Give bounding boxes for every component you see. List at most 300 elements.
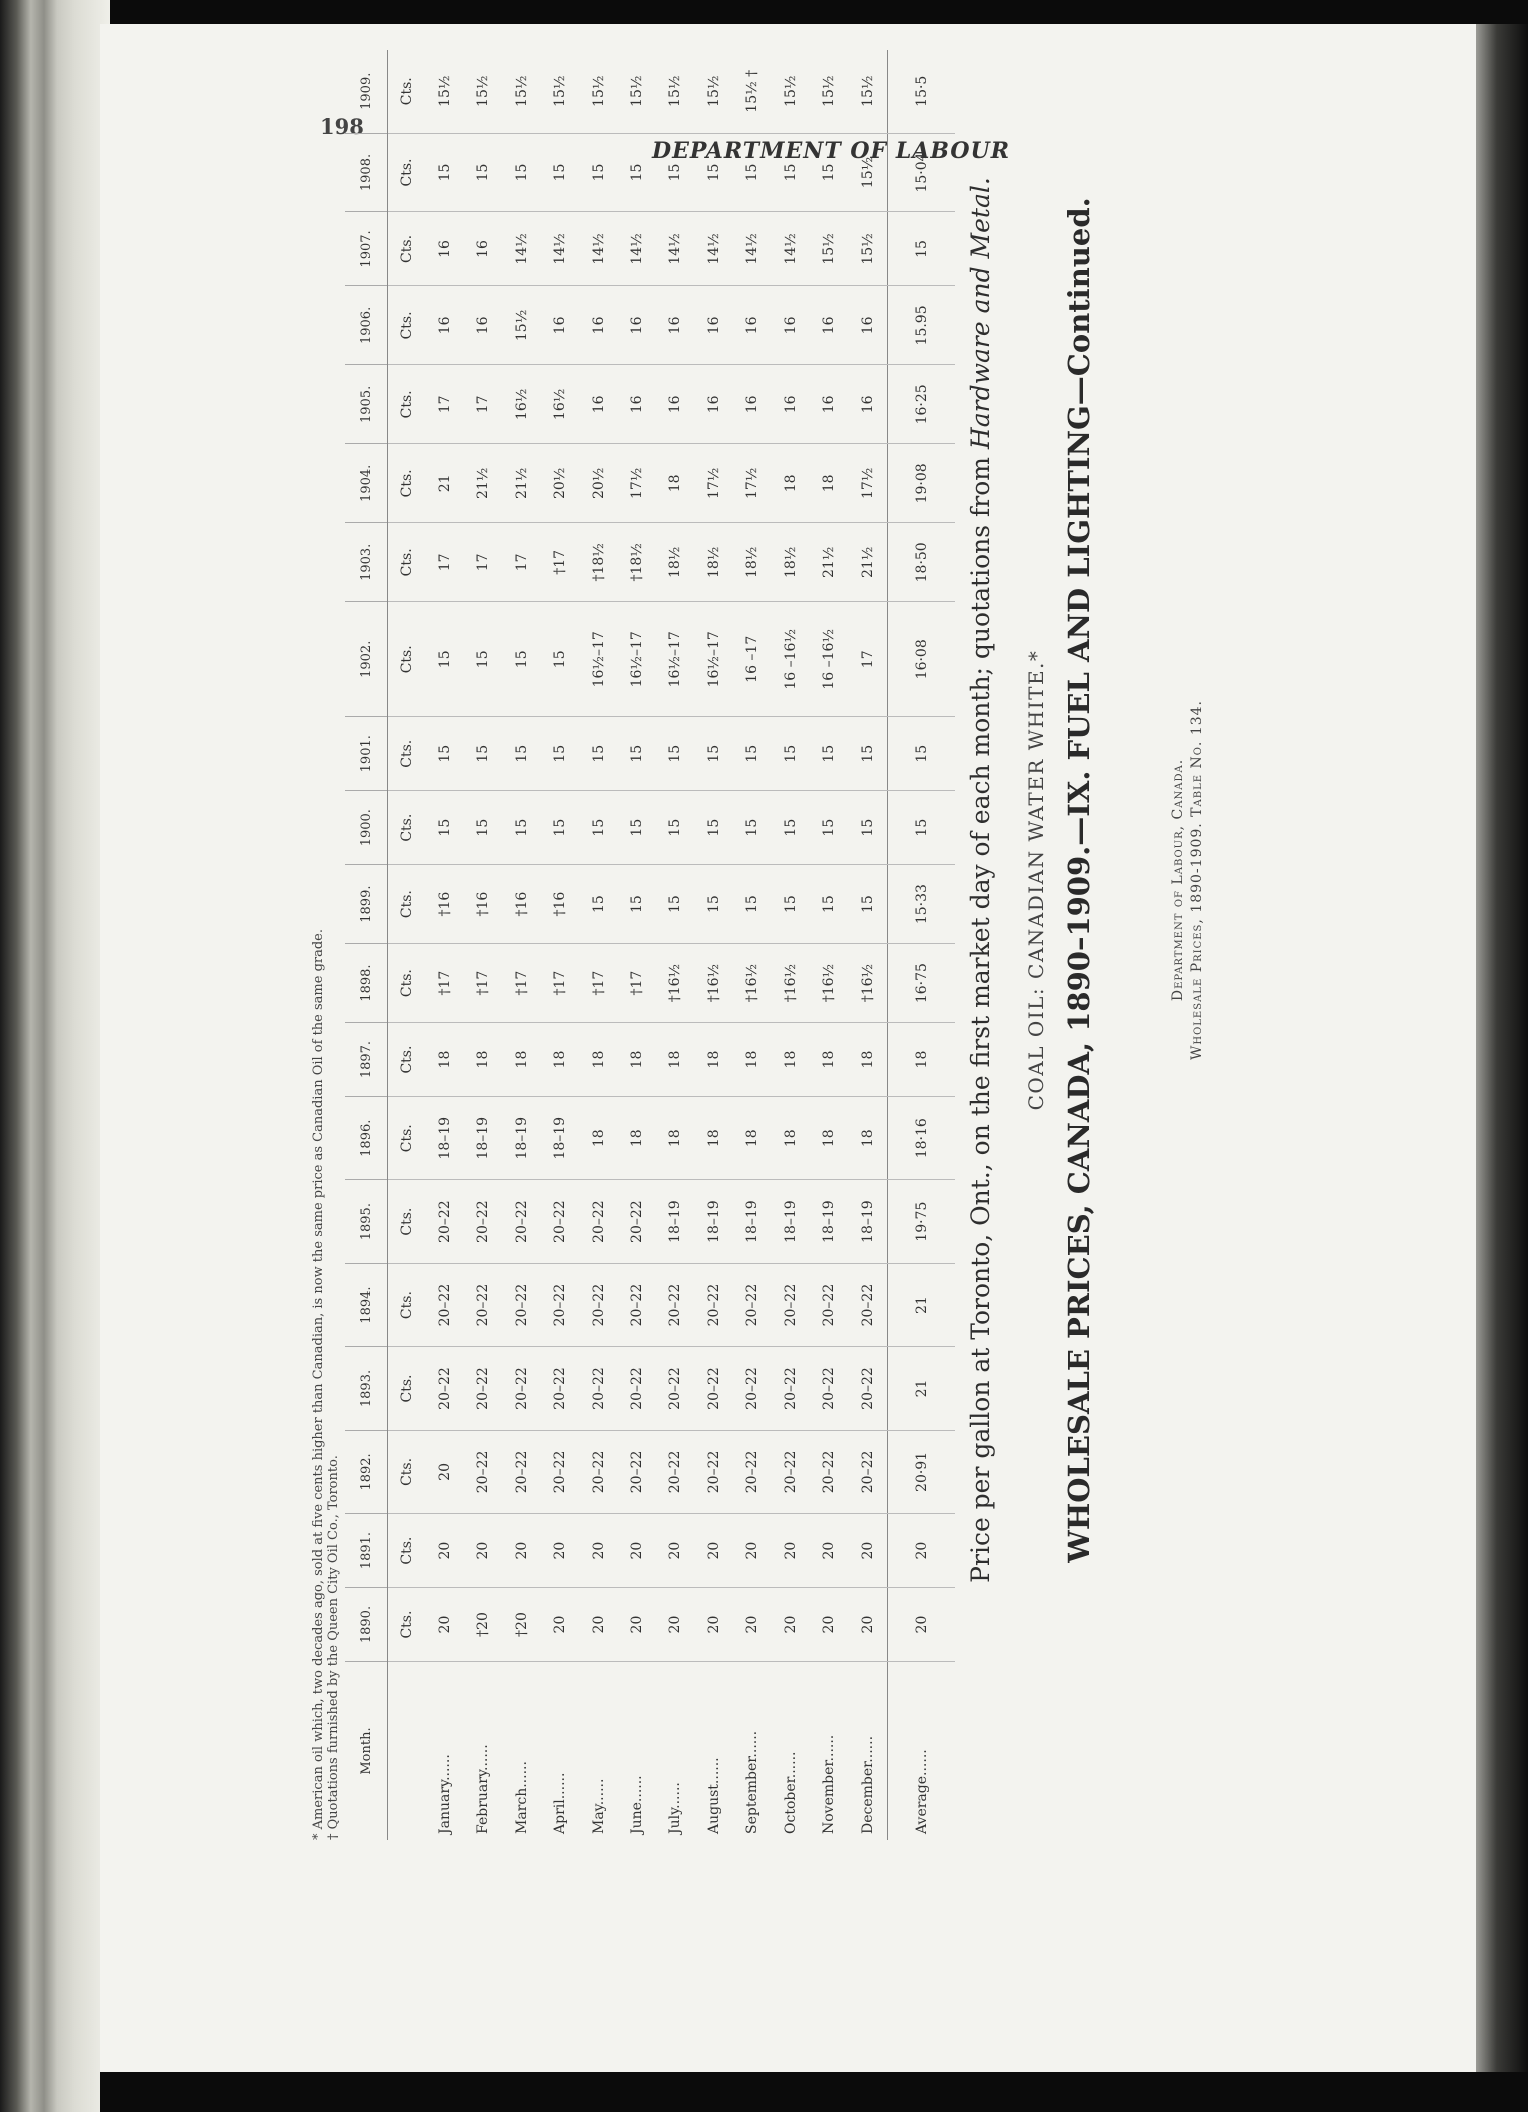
- price-cell: 17: [464, 523, 502, 602]
- unit-cell: Cts.: [388, 717, 426, 791]
- price-cell: 15: [849, 791, 888, 865]
- price-cell: 20–22: [849, 1430, 888, 1513]
- average-cell: 15: [888, 212, 955, 286]
- price-cell: 20½: [579, 444, 617, 523]
- table-row: [772, 50, 810, 1840]
- price-cell: 16 –17: [733, 602, 771, 717]
- month-label: October......: [782, 1751, 799, 1834]
- book-gutter: [0, 0, 110, 2112]
- average-cell: 16·25: [888, 365, 955, 444]
- price-cell: 20–22: [502, 1180, 540, 1263]
- price-cell: 15: [502, 717, 540, 791]
- price-cell: 16: [579, 286, 617, 365]
- price-cell: 20–22: [618, 1263, 656, 1346]
- price-cell: 15: [695, 133, 733, 212]
- price-cell: 15: [656, 133, 694, 212]
- unit-cell: Cts.: [388, 1263, 426, 1346]
- price-cell: 20–22: [810, 1263, 848, 1346]
- price-cell: 20–22: [425, 1347, 463, 1430]
- price-cell: 15: [541, 602, 579, 717]
- price-cell: 15: [464, 791, 502, 865]
- unit-cell: Cts.: [388, 133, 426, 212]
- year-column-header: 1906.: [345, 286, 388, 365]
- table-row: [849, 50, 888, 1840]
- table-row: [464, 50, 502, 1840]
- price-cell: 17: [464, 365, 502, 444]
- price-cell: 18: [695, 1023, 733, 1097]
- price-cell: 20–22: [618, 1180, 656, 1263]
- price-cell: 15: [618, 717, 656, 791]
- month-label: March......: [513, 1761, 530, 1834]
- price-cell: 16: [772, 286, 810, 365]
- price-cell: 20: [733, 1514, 771, 1588]
- unit-row: [388, 50, 426, 1840]
- price-cell: 18: [733, 1097, 771, 1180]
- price-cell: 17: [425, 523, 463, 602]
- unit-cell: Cts.: [388, 1023, 426, 1097]
- price-cell: 18: [541, 1023, 579, 1097]
- price-cell: 20: [772, 1588, 810, 1662]
- price-cell: 15: [502, 602, 540, 717]
- table-row: [579, 50, 617, 1840]
- average-cell: 18: [888, 1023, 955, 1097]
- price-cell: 20–22: [425, 1263, 463, 1346]
- price-cell: 18: [772, 444, 810, 523]
- price-cell: †16: [502, 865, 540, 944]
- month-label: September......: [744, 1730, 761, 1834]
- price-cell: 20–22: [502, 1347, 540, 1430]
- price-cell: 20: [695, 1588, 733, 1662]
- average-label: Average......: [888, 1662, 955, 1841]
- price-cell: 20–22: [541, 1180, 579, 1263]
- price-cell: 20–22: [579, 1180, 617, 1263]
- unit-cell: Cts.: [388, 1097, 426, 1180]
- price-cell: 17½: [695, 444, 733, 523]
- price-cell: 20–22: [810, 1430, 848, 1513]
- price-cell: 15: [695, 791, 733, 865]
- price-cell: 18: [502, 1023, 540, 1097]
- price-cell: †16½: [810, 944, 848, 1023]
- price-cell: 20: [502, 1514, 540, 1588]
- price-cell: 21: [425, 444, 463, 523]
- unit-cell: Cts.: [388, 1514, 426, 1588]
- year-column-header: 1890.: [345, 1588, 388, 1662]
- price-cell: 18–19: [425, 1097, 463, 1180]
- price-cell: 20–22: [733, 1430, 771, 1513]
- price-cell: 15: [464, 717, 502, 791]
- caption-line-2: Wholesale Prices, 1890-1909. Table No. 134.: [1189, 699, 1205, 1061]
- price-cell: 18: [733, 1023, 771, 1097]
- price-cell: 20–22: [502, 1430, 540, 1513]
- price-cell: 18½: [695, 523, 733, 602]
- price-cell: 21½: [810, 523, 848, 602]
- price-cell: 18: [618, 1023, 656, 1097]
- price-cell: 15: [695, 717, 733, 791]
- average-cell: 15.95: [888, 286, 955, 365]
- price-cell: 20–22: [618, 1430, 656, 1513]
- year-column-header: 1898.: [345, 944, 388, 1023]
- unit-cell: Cts.: [388, 50, 426, 133]
- price-cell: 20–22: [772, 1263, 810, 1346]
- price-cell: 15½: [849, 50, 888, 133]
- price-cell: 16: [849, 365, 888, 444]
- price-cell: 20–22: [849, 1347, 888, 1430]
- price-cell: †17: [425, 944, 463, 1023]
- price-cell: 16: [425, 212, 463, 286]
- price-cell: 15: [695, 865, 733, 944]
- month-label: February......: [475, 1744, 492, 1834]
- price-cell: 18½: [772, 523, 810, 602]
- price-cell: 15½: [464, 50, 502, 133]
- price-cell: 18–19: [464, 1097, 502, 1180]
- price-cell: 20–22: [656, 1347, 694, 1430]
- price-cell: 16: [464, 212, 502, 286]
- price-cell: 18: [425, 1023, 463, 1097]
- price-cell: 20: [618, 1588, 656, 1662]
- price-cell: 15½: [425, 50, 463, 133]
- price-cell: †16½: [772, 944, 810, 1023]
- price-cell: 20: [541, 1588, 579, 1662]
- price-cell: 16½–17: [656, 602, 694, 717]
- price-cell: 15½: [695, 50, 733, 133]
- price-cell: 16: [464, 286, 502, 365]
- price-cell: 14½: [579, 212, 617, 286]
- month-label: May......: [590, 1778, 607, 1834]
- price-cell: 20–22: [541, 1263, 579, 1346]
- price-cell: 16: [656, 286, 694, 365]
- price-cell: 20: [425, 1588, 463, 1662]
- average-cell: 15: [888, 717, 955, 791]
- price-cell: 15½ †: [733, 50, 771, 133]
- price-cell: 17: [502, 523, 540, 602]
- page-title: WHOLESALE PRICES, CANADA, 1890–1909.—IX. FUEL AND LIGHTING—Continued.: [1062, 197, 1096, 1563]
- table-row: [733, 50, 771, 1840]
- price-cell: 16: [695, 365, 733, 444]
- price-cell: 15: [733, 133, 771, 212]
- price-cell: 18–19: [695, 1180, 733, 1263]
- month-column-header: Month.: [345, 1662, 388, 1841]
- price-note-text: Price per gallon at Toronto, Ont., on the first market day of each month; quotations from: [966, 449, 995, 1583]
- price-cell: 20–22: [579, 1430, 617, 1513]
- year-column-header: 1904.: [345, 444, 388, 523]
- price-cell: 17½: [618, 444, 656, 523]
- price-cell: 20–22: [695, 1430, 733, 1513]
- price-cell: 20–22: [810, 1347, 848, 1430]
- price-cell: 14½: [618, 212, 656, 286]
- price-cell: 18–19: [656, 1180, 694, 1263]
- average-row: [888, 50, 955, 1840]
- price-cell: 18: [579, 1023, 617, 1097]
- price-cell: 15½: [810, 50, 848, 133]
- price-cell: 18: [656, 444, 694, 523]
- price-cell: 15: [849, 717, 888, 791]
- price-cell: †16½: [849, 944, 888, 1023]
- month-label: July......: [667, 1782, 684, 1834]
- price-cell: 18: [656, 1097, 694, 1180]
- price-cell: 20–22: [772, 1430, 810, 1513]
- price-cell: 18: [656, 1023, 694, 1097]
- average-cell: 21: [888, 1263, 955, 1346]
- price-cell: †16: [464, 865, 502, 944]
- price-cell: 16: [618, 286, 656, 365]
- price-cell: 15: [618, 865, 656, 944]
- price-cell: †17: [464, 944, 502, 1023]
- unit-cell: Cts.: [388, 365, 426, 444]
- price-cell: 18: [579, 1097, 617, 1180]
- year-column-header: 1899.: [345, 865, 388, 944]
- price-cell: 16: [541, 286, 579, 365]
- price-cell: 20–22: [425, 1180, 463, 1263]
- price-cell: 20: [579, 1514, 617, 1588]
- price-cell: †18½: [579, 523, 617, 602]
- month-label: December......: [859, 1735, 876, 1834]
- price-cell: 21½: [502, 444, 540, 523]
- average-cell: 16·75: [888, 944, 955, 1023]
- price-note: [966, 0, 995, 1880]
- price-cell: 16: [425, 286, 463, 365]
- unit-row-blank: [388, 1662, 426, 1841]
- price-cell: 15: [772, 865, 810, 944]
- price-cell: 15: [772, 717, 810, 791]
- price-cell: †18½: [618, 523, 656, 602]
- price-cell: †16½: [733, 944, 771, 1023]
- price-cell: 15½: [502, 286, 540, 365]
- price-cell: 14½: [656, 212, 694, 286]
- price-cell: 16: [618, 365, 656, 444]
- price-cell: 20: [849, 1514, 888, 1588]
- price-cell: †17: [502, 944, 540, 1023]
- price-cell: 20–22: [772, 1347, 810, 1430]
- rotated-table-page: [300, 0, 1420, 1880]
- price-cell: 15: [541, 791, 579, 865]
- unit-cell: Cts.: [388, 286, 426, 365]
- price-cell: 16: [810, 286, 848, 365]
- average-cell: 18·50: [888, 523, 955, 602]
- price-cell: 16½–17: [618, 602, 656, 717]
- unit-cell: Cts.: [388, 865, 426, 944]
- price-cell: 20–22: [618, 1347, 656, 1430]
- price-cell: 20: [656, 1588, 694, 1662]
- year-column-header: 1894.: [345, 1263, 388, 1346]
- price-cell: 18: [464, 1023, 502, 1097]
- average-cell: 20: [888, 1514, 955, 1588]
- price-cell: 20–22: [579, 1263, 617, 1346]
- year-column-header: 1896.: [345, 1097, 388, 1180]
- price-cell: 20: [425, 1514, 463, 1588]
- price-cell: 18–19: [733, 1180, 771, 1263]
- price-cell: 14½: [502, 212, 540, 286]
- unit-cell: Cts.: [388, 791, 426, 865]
- month-label: January......: [436, 1754, 453, 1834]
- price-cell: 15½: [656, 50, 694, 133]
- average-cell: 15·5: [888, 50, 955, 133]
- price-cell: 15: [425, 717, 463, 791]
- price-cell: 18: [618, 1097, 656, 1180]
- price-cell: 20: [772, 1514, 810, 1588]
- price-cell: 20: [695, 1514, 733, 1588]
- price-cell: 15½: [849, 133, 888, 212]
- price-cell: 18–19: [502, 1097, 540, 1180]
- price-cell: 20: [810, 1588, 848, 1662]
- price-cell: 17: [425, 365, 463, 444]
- commodity-subtitle: COAL OIL: CANADIAN WATER WHITE.*: [1024, 649, 1048, 1111]
- price-cell: 15: [541, 133, 579, 212]
- unit-cell: Cts.: [388, 1347, 426, 1430]
- table-row: [656, 50, 694, 1840]
- year-column-header: 1891.: [345, 1514, 388, 1588]
- unit-cell: Cts.: [388, 523, 426, 602]
- price-cell: 15: [502, 791, 540, 865]
- price-cell: 20–22: [464, 1347, 502, 1430]
- price-cell: 20–22: [541, 1347, 579, 1430]
- price-cell: 20–22: [464, 1263, 502, 1346]
- running-head: DEPARTMENT OF LABOUR: [652, 138, 1011, 164]
- price-cell: †16½: [695, 944, 733, 1023]
- price-cell: 16: [656, 365, 694, 444]
- price-cell: 15: [579, 133, 617, 212]
- average-cell: 15: [888, 791, 955, 865]
- price-cell: 15: [656, 791, 694, 865]
- unit-cell: Cts.: [388, 1430, 426, 1513]
- average-cell: 19·75: [888, 1180, 955, 1263]
- year-column-header: 1907.: [345, 212, 388, 286]
- year-column-header: 1909.: [345, 50, 388, 133]
- price-cell: 18: [849, 1097, 888, 1180]
- price-cell: 15½: [541, 50, 579, 133]
- month-label: April......: [552, 1772, 569, 1834]
- year-column-header: 1897.: [345, 1023, 388, 1097]
- price-cell: 20–22: [541, 1430, 579, 1513]
- page-edge-shadow: [1476, 24, 1528, 2072]
- average-cell: 15·33: [888, 865, 955, 944]
- price-cell: 20½: [541, 444, 579, 523]
- price-cell: 15½: [579, 50, 617, 133]
- table-row: [541, 50, 579, 1840]
- price-cell: 15: [464, 133, 502, 212]
- price-cell: †16: [541, 865, 579, 944]
- price-cell: 20: [579, 1588, 617, 1662]
- average-cell: 15·04: [888, 133, 955, 212]
- price-cell: 20–22: [695, 1347, 733, 1430]
- price-cell: 15½: [772, 50, 810, 133]
- price-cell: 20: [618, 1514, 656, 1588]
- price-cell: 14½: [541, 212, 579, 286]
- price-cell: †17: [618, 944, 656, 1023]
- price-cell: 15: [733, 791, 771, 865]
- page-number: 198: [320, 114, 364, 139]
- year-column-header: 1893.: [345, 1347, 388, 1430]
- price-cell: 18: [849, 1023, 888, 1097]
- table-row: [618, 50, 656, 1840]
- price-cell: †17: [579, 944, 617, 1023]
- price-cell: 16½: [502, 365, 540, 444]
- year-column-header: 1895.: [345, 1180, 388, 1263]
- price-cell: 15: [656, 865, 694, 944]
- price-cell: 20: [464, 1514, 502, 1588]
- price-cell: 21½: [464, 444, 502, 523]
- price-cell: 16: [579, 365, 617, 444]
- price-cell: †20: [464, 1588, 502, 1662]
- price-cell: 16 –16½: [772, 602, 810, 717]
- unit-cell: Cts.: [388, 944, 426, 1023]
- price-cell: 16: [733, 286, 771, 365]
- price-cell: 15: [772, 791, 810, 865]
- price-cell: 15: [425, 602, 463, 717]
- price-cell: 20–22: [502, 1263, 540, 1346]
- price-table: [345, 50, 955, 1840]
- price-cell: 15: [425, 133, 463, 212]
- price-cell: 15: [849, 865, 888, 944]
- price-cell: 15: [618, 791, 656, 865]
- price-cell: 15½: [810, 212, 848, 286]
- price-cell: 17½: [733, 444, 771, 523]
- month-label: June......: [628, 1775, 645, 1834]
- year-column-header: 1901.: [345, 717, 388, 791]
- price-cell: 15: [541, 717, 579, 791]
- table-row: [502, 50, 540, 1840]
- price-cell: 18–19: [541, 1097, 579, 1180]
- price-cell: 16: [772, 365, 810, 444]
- price-cell: 20–22: [656, 1430, 694, 1513]
- price-cell: 15: [656, 717, 694, 791]
- price-cell: 15: [810, 791, 848, 865]
- price-cell: 16: [849, 286, 888, 365]
- price-cell: 15: [464, 602, 502, 717]
- price-cell: †20: [502, 1588, 540, 1662]
- price-cell: 16½–17: [579, 602, 617, 717]
- table-row: [810, 50, 848, 1840]
- average-cell: 20·91: [888, 1430, 955, 1513]
- price-cell: 18: [772, 1023, 810, 1097]
- price-cell: 15: [425, 791, 463, 865]
- price-cell: 14½: [695, 212, 733, 286]
- price-cell: 20: [541, 1514, 579, 1588]
- price-cell: 15: [810, 133, 848, 212]
- footnote-dagger: † Quotations furnished by the Queen City Oil Co., Toronto.: [326, 1455, 341, 1840]
- price-cell: 18–19: [772, 1180, 810, 1263]
- price-cell: 18½: [656, 523, 694, 602]
- price-cell: 18: [772, 1097, 810, 1180]
- price-cell: 14½: [772, 212, 810, 286]
- average-cell: 16·08: [888, 602, 955, 717]
- price-cell: †17: [541, 523, 579, 602]
- price-cell: 17½: [849, 444, 888, 523]
- price-cell: 20–22: [579, 1347, 617, 1430]
- price-cell: 15: [579, 865, 617, 944]
- year-column-header: 1900.: [345, 791, 388, 865]
- table-header-row: [345, 50, 388, 1840]
- price-cell: 14½: [733, 212, 771, 286]
- caption-line-1: Department of Labour, Canada.: [1170, 758, 1186, 1002]
- price-cell: 16: [810, 365, 848, 444]
- footnote-asterisk: * American oil which, two decades ago, sold at five cents higher than Canadian, is now the same price as Canadian Oil of the same grade.: [311, 928, 326, 1840]
- unit-cell: Cts.: [388, 1588, 426, 1662]
- table-row: [425, 50, 463, 1840]
- price-cell: 15: [579, 717, 617, 791]
- table-body: [388, 50, 956, 1840]
- unit-cell: Cts.: [388, 1180, 426, 1263]
- price-cell: 15½: [618, 50, 656, 133]
- price-cell: 15: [618, 133, 656, 212]
- year-column-header: 1905.: [345, 365, 388, 444]
- price-cell: 17: [849, 602, 888, 717]
- price-cell: 20: [656, 1514, 694, 1588]
- price-note-source: Hardware and Metal.: [966, 177, 995, 450]
- year-column-header: 1908.: [345, 133, 388, 212]
- price-cell: 20–22: [733, 1347, 771, 1430]
- price-cell: 15½: [502, 50, 540, 133]
- average-cell: 18·16: [888, 1097, 955, 1180]
